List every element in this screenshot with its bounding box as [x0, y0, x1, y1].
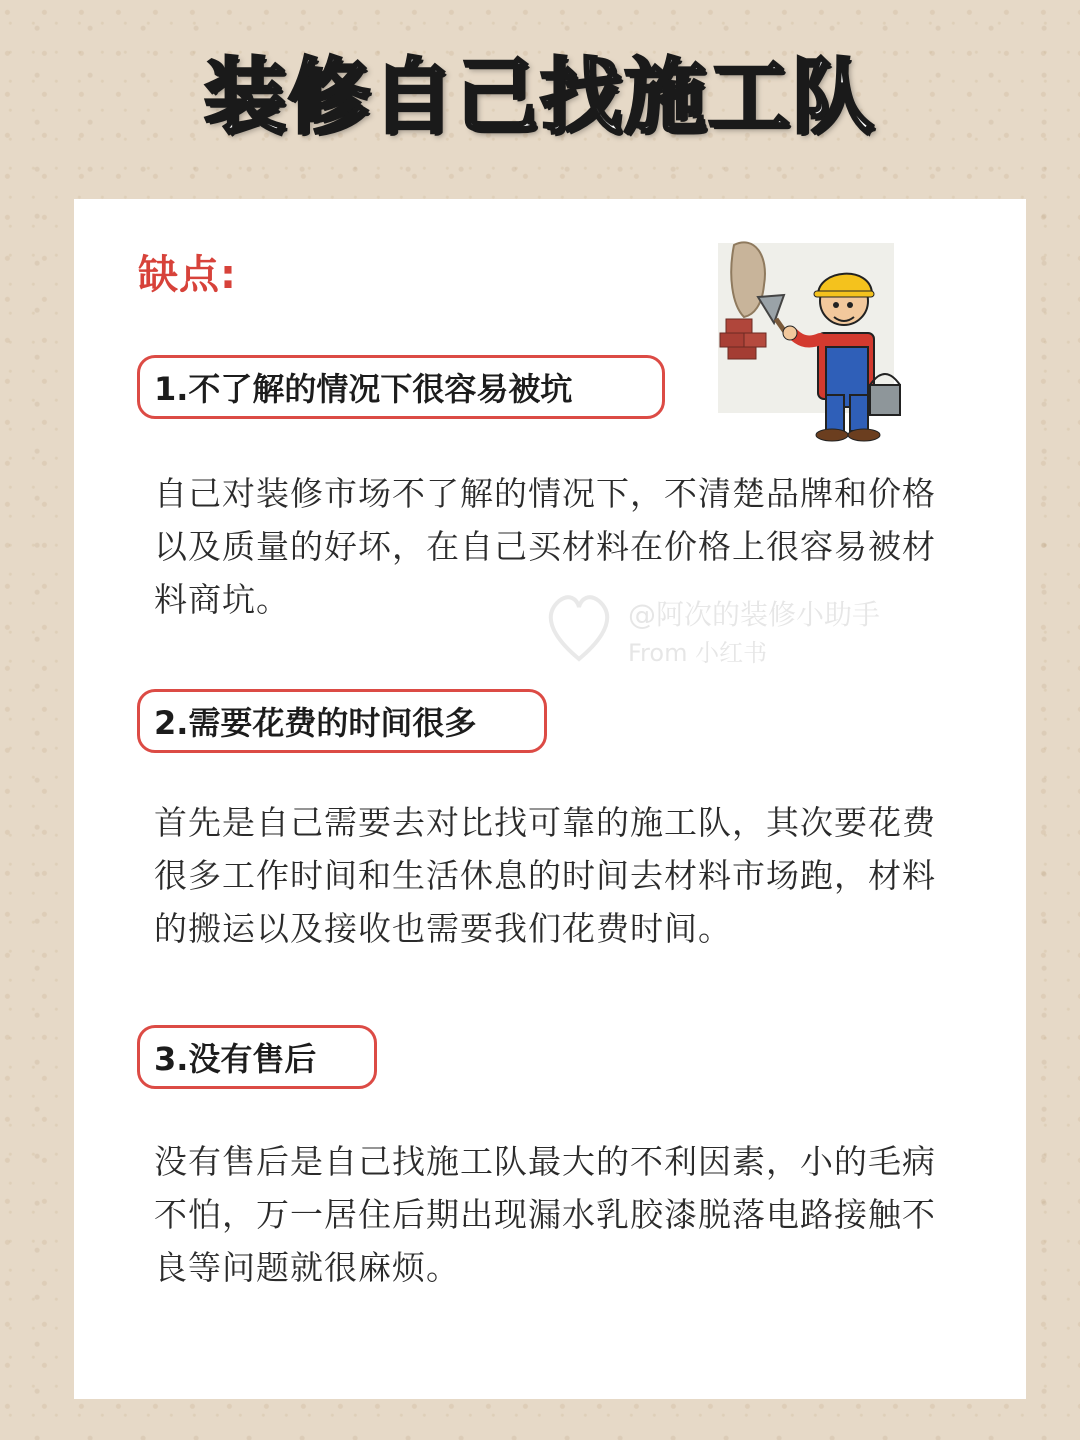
section-1-heading: 1.不了解的情况下很容易被坑 [137, 355, 665, 419]
cons-label: 缺点: [138, 252, 237, 298]
page-title: 装修自己找施工队 [203, 50, 876, 145]
section-1-body: 自己对装修市场不了解的情况下，不清楚品牌和价格以及质量的好坏，在自己买材料在价格上很容易被材料商坑。 [154, 474, 936, 619]
section-2-body: 首先是自己需要去对比找可靠的施工队，其次要花费很多工作时间和生活休息的时间去材料市场跑，材料的搬运以及接收也需要我们花费时间。 [154, 803, 936, 948]
section-2-heading: 2.需要花费的时间很多 [137, 689, 547, 753]
content-card [74, 199, 1026, 1399]
watermark-handle: @阿次的装修小助手 [628, 598, 881, 631]
watermark-source: From 小红书 [628, 639, 768, 667]
section-3-body: 没有售后是自己找施工队最大的不利因素，小的毛病不怕，万一居住后期出现漏水乳胶漆脱落电路接触不良等问题就很麻烦。 [154, 1142, 936, 1287]
worker-illustration [714, 235, 914, 447]
section-3-heading: 3.没有售后 [137, 1025, 377, 1089]
